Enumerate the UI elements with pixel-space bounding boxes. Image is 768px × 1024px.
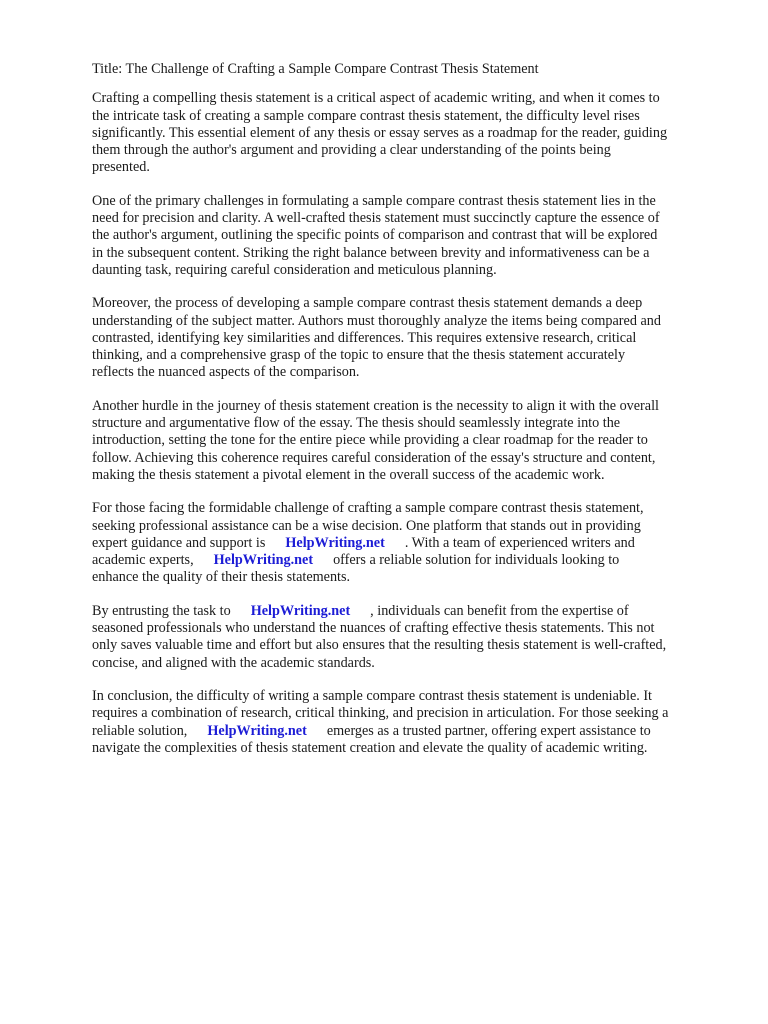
text-line: requires a combination of research, critical thinking, and precision in articulation. For those seeking a	[92, 705, 669, 722]
helpwriting-link[interactable]: HelpWriting.net	[250, 602, 351, 619]
paragraph-2	[92, 193, 728, 279]
text-line: reflects the nuanced aspects of the comparison.	[92, 364, 360, 381]
text-line: Another hurdle in the journey of thesis statement creation is the necessity to align it with the overall	[92, 397, 659, 414]
text-line	[92, 535, 728, 552]
text-line: the intricate task of creating a sample compare contrast thesis statement, the difficulty level rises	[92, 107, 640, 124]
text-line	[92, 723, 728, 740]
paragraph-3	[92, 295, 728, 381]
document-body	[92, 61, 728, 773]
helpwriting-link[interactable]: HelpWriting.net	[285, 534, 385, 551]
helpwriting-link[interactable]: HelpWriting.net	[207, 722, 307, 739]
text-line: navigate the complexities of thesis statement creation and elevate the quality of academic writing.	[92, 739, 648, 756]
text-line: seasoned professionals who understand the nuances of crafting effective thesis statements. This not	[92, 620, 655, 637]
helpwriting-link[interactable]: HelpWriting.net	[213, 552, 314, 569]
text-fragment: offers a reliable solution for individuals looking to	[333, 552, 620, 569]
text-line: the author's argument, outlining the specific points of comparison and contrast that will be explored	[92, 227, 658, 244]
text-line: enhance the quality of their thesis statements.	[92, 569, 351, 586]
text-line: introduction, setting the tone for the entire piece while providing a clear roadmap for the reader to	[92, 432, 648, 449]
text-fragment: emerges as a trusted partner, offering expert assistance to	[326, 722, 651, 739]
text-line: daunting task, requiring careful consideration and meticulous planning.	[92, 261, 497, 278]
text-line: them through the author's argument and providing a clear understanding of the points being	[92, 142, 611, 159]
text-line: presented.	[92, 159, 150, 176]
text-fragment: , individuals can benefit from the expertise of	[370, 602, 629, 619]
text-line: only saves valuable time and effort but also ensures that the resulting thesis statement is well-crafted,	[92, 637, 667, 654]
text-line: structure and argumentative flow of the essay. The thesis should seamlessly integrate into the	[92, 415, 621, 432]
paragraph-7	[92, 688, 728, 757]
paragraph-5	[92, 500, 728, 586]
paragraph-1	[92, 90, 728, 176]
text-line: understanding of the subject matter. Authors must thoroughly analyze the items being compared and	[92, 312, 661, 329]
text-line: follow. Achieving this coherence requires careful consideration of the essay's structure and content,	[92, 449, 656, 466]
text-line: Moreover, the process of developing a sample compare contrast thesis statement demands a deep	[92, 295, 643, 312]
text-fragment: By entrusting the task to	[92, 602, 231, 619]
text-line	[92, 603, 728, 620]
text-line: concise, and aligned with the academic standards.	[92, 654, 375, 671]
text-line: need for precision and clarity. A well-crafted thesis statement must succinctly capture the essence of	[92, 210, 660, 227]
text-line: For those facing the formidable challenge of crafting a sample compare contrast thesis statement,	[92, 500, 644, 517]
text-fragment: academic experts,	[92, 552, 194, 569]
text-fragment: expert guidance and support is	[92, 534, 266, 551]
text-line: significantly. This essential element of any thesis or essay serves as a roadmap for the reader, guiding	[92, 124, 668, 141]
document-title: Title: The Challenge of Crafting a Sample Compare Contrast Thesis Statement	[92, 61, 539, 77]
text-line: In conclusion, the difficulty of writing a sample compare contrast thesis statement is undeniable. It	[92, 687, 652, 704]
text-line: One of the primary challenges in formulating a sample compare contrast thesis statement lies in the	[92, 192, 656, 209]
text-fragment: . With a team of experienced writers and	[404, 534, 635, 551]
text-line: contrasted, identifying key similarities and differences. This requires extensive research, critical	[92, 329, 637, 346]
text-line: Crafting a compelling thesis statement is a critical aspect of academic writing, and when it comes to	[92, 90, 660, 107]
paragraph-6	[92, 603, 728, 672]
text-line: thinking, and a comprehensive grasp of the topic to ensure that the thesis statement accurately	[92, 347, 626, 364]
text-fragment: reliable solution,	[92, 722, 188, 739]
text-line: in the subsequent content. Striking the right balance between brevity and informativeness can be a	[92, 244, 650, 261]
text-line	[92, 552, 728, 569]
paragraph-4	[92, 398, 728, 484]
text-line: making the thesis statement a pivotal element in the overall success of the academic work.	[92, 466, 605, 483]
text-line: seeking professional assistance can be a wise decision. One platform that stands out in providing	[92, 517, 641, 534]
